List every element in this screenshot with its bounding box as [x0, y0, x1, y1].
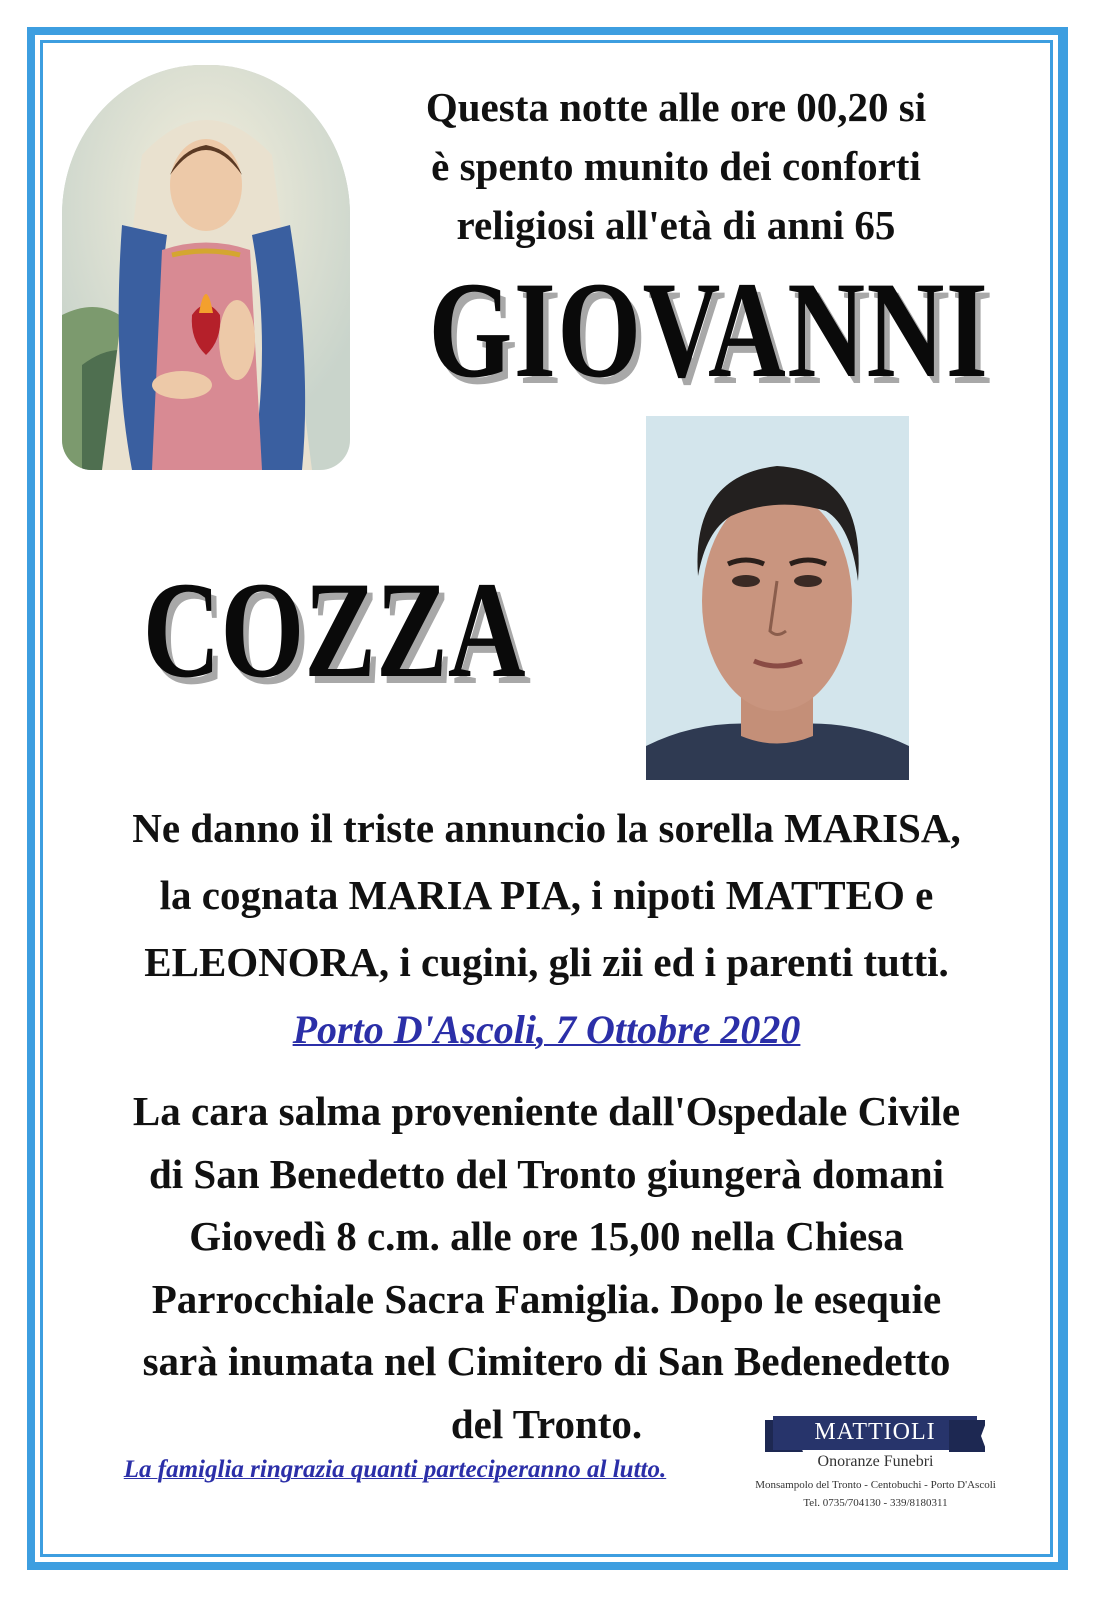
details-line: di San Benedetto del Tronto giungerà domani [148, 1150, 945, 1197]
deceased-last-name: COZZA [142, 553, 526, 706]
death-notice-intro [356, 78, 996, 255]
family-announcement [50, 795, 1043, 996]
funeral-home-name: MATTIOLI [814, 1419, 936, 1445]
details-line: del Tronto. [450, 1400, 643, 1447]
funeral-home-phone: Tel. 0735/704130 - 339/8180311 [803, 1497, 948, 1509]
details-line: Parrocchiale Sacra Famiglia. Dopo le esequie [151, 1275, 942, 1322]
family-thanks: La famiglia ringrazia quanti parteciperanno al lutto. [123, 1456, 667, 1483]
details-line: La cara salma proveniente dall'Ospedale Civile [132, 1088, 961, 1134]
funeral-details [50, 1080, 1043, 1455]
announcement-line: ELEONORA, i cugini, gli zii ed i parenti tutti. [144, 939, 949, 985]
funeral-home-subtitle: Onoranze Funebri [817, 1453, 934, 1470]
place-and-date: Porto D'Ascoli, 7 Ottobre 2020 [292, 1007, 801, 1052]
intro-line: è spento munito dei conforti [431, 143, 921, 189]
deceased-photo [646, 416, 909, 780]
funeral-home-logo [733, 1412, 1018, 1522]
deceased-first-name: GIOVANNI [428, 253, 990, 406]
intro-line: Questa notte alle ore 00,20 si [425, 84, 927, 130]
details-line: sarà inumata nel Cimitero di San Bedenedetto [142, 1338, 951, 1384]
intro-line: religiosi all'età di anni 65 [456, 202, 896, 248]
details-line: Giovedì 8 c.m. alle ore 15,00 nella Chiesa [189, 1213, 904, 1259]
announcement-line: la cognata MARIA PIA, i nipoti MATTEO e [159, 872, 934, 918]
funeral-home-places: Monsampolo del Tronto - Centobuchi - Porto D'Ascoli [755, 1479, 996, 1491]
madonna-image [62, 65, 350, 470]
announcement-line: Ne danno il triste annuncio la sorella MARISA, [132, 805, 961, 851]
